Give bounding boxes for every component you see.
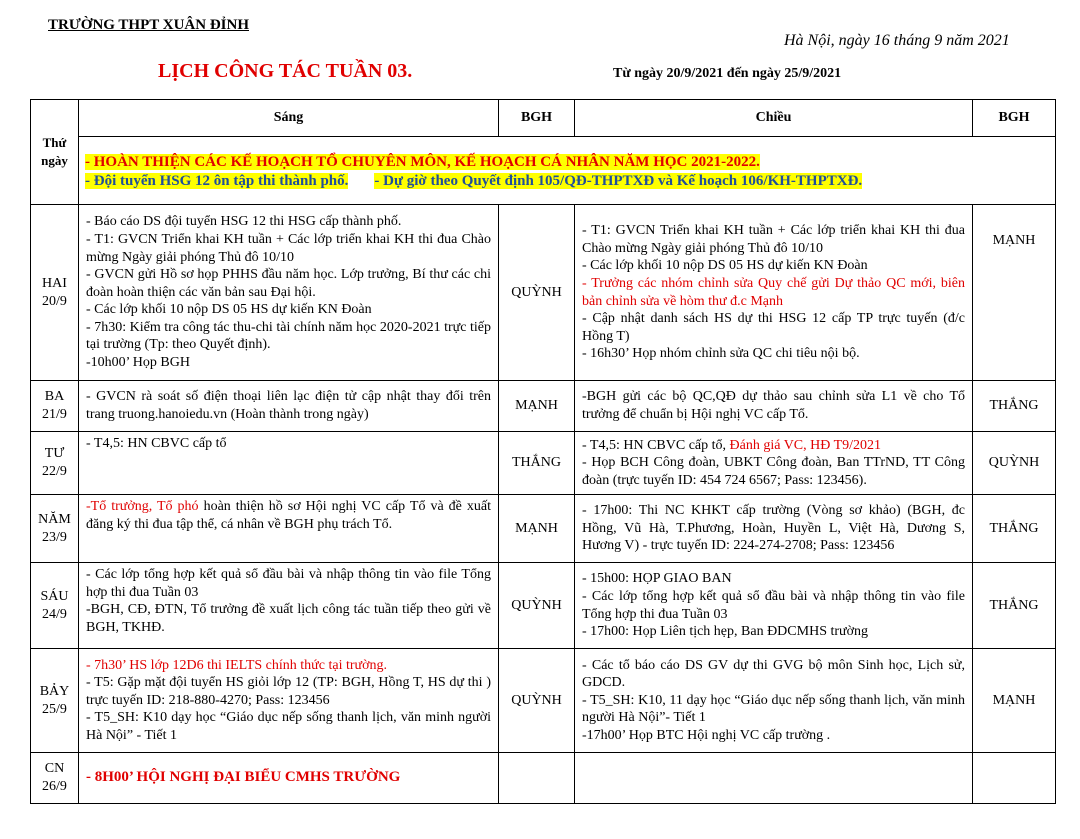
day-cell — [31, 205, 79, 381]
date-range: Từ ngày 20/9/2021 đến ngày 25/9/2021 — [613, 66, 842, 81]
day-name: TƯ — [44, 446, 65, 462]
morning-item: - GVCN gửi Hồ sơ họp PHHS đầu năm học. Lớp trưởng, Bí thư các chi đoàn hoàn thiện các văn bản sau Đại hội. — [86, 267, 491, 300]
day-cell — [31, 432, 79, 495]
day-date: 25/9 — [42, 701, 67, 717]
afternoon-item-text: - T4,5: HN CBVC cấp tổ, — [582, 437, 730, 453]
day-date: 26/9 — [42, 779, 67, 794]
afternoon-item-highlight: Đánh giá VC, HĐ T9/2021 — [729, 437, 882, 453]
day-cell — [31, 649, 79, 753]
morning-item: - T5: Gặp mặt đội tuyển HS giỏi lớp 12 (TP: BGH, Hồng T, HS dự thi ) trực tuyến ID: 218-880-4270; Pass: 123456 — [86, 675, 491, 708]
morning-cell — [79, 649, 499, 753]
morning-item-highlight: - 7h30’ HS lớp 12D6 thi IELTS chính thức tại trường. — [86, 657, 388, 673]
banner-row — [31, 137, 1056, 205]
bgh-morning-cell: QUỲNH — [499, 205, 575, 381]
table-row — [31, 495, 1056, 563]
table-row — [31, 563, 1056, 649]
afternoon-item-highlight: - Trưởng các nhóm chỉnh sửa Quy chế gửi Dự thảo QC mới, biên bản chỉnh sửa về hòm thư đ.c Mạnh — [582, 275, 965, 309]
morning-cell: - 8H00’ HỘI NGHỊ ĐẠI BIỂU CMHS TRƯỜNG — [79, 753, 499, 804]
morning-item-highlight: -Tổ trưởng, Tổ phó — [86, 499, 199, 514]
afternoon-cell — [575, 432, 973, 495]
afternoon-item: - Các lớp khối 10 nộp DS 05 HS dự kiến KN Đoàn — [582, 258, 868, 274]
table-row — [31, 205, 1056, 381]
morning-item: -10h00’ Họp BGH — [86, 355, 190, 371]
afternoon-cell — [575, 563, 973, 649]
col-day-header — [31, 100, 79, 205]
week-banner — [79, 137, 1056, 205]
afternoon-item: - Họp BCH Công đoàn, UBKT Công đoàn, Ban TTrND, TT Công đoàn (trực tuyến ID: 454 724 6567; Pass: 123456). — [582, 455, 965, 488]
afternoon-item: -BGH gửi các bộ QC,QĐ dự thảo sau chỉnh sửa L1 về cho Tổ trưởng để chuẩn bị Hội nghị VC cấp Tổ. — [582, 389, 965, 422]
day-cell — [31, 495, 79, 563]
morning-item: -BGH, CĐ, ĐTN, Tổ trưởng đề xuất lịch công tác tuần tiếp theo gửi về BGH, TKHĐ. — [86, 602, 491, 635]
table-row — [31, 381, 1056, 432]
table-row — [31, 753, 1056, 804]
afternoon-item: - Cập nhật danh sách HS dự thi HSG 12 cấp TP trực tuyến (đ/c Hồng T) — [582, 311, 965, 344]
day-name: HAI — [42, 275, 67, 291]
afternoon-cell — [575, 495, 973, 563]
day-date: 22/9 — [42, 464, 67, 479]
day-date: 24/9 — [42, 606, 67, 622]
day-name: CN — [44, 761, 65, 777]
bgh-morning-cell: MẠNH — [499, 495, 575, 563]
banner-line-2a: - Đội tuyển HSG 12 ôn tập thi thành phố. — [85, 173, 349, 189]
bgh-morning-cell: QUỲNH — [499, 649, 575, 753]
bgh-morning-cell — [499, 753, 575, 804]
day-cell — [31, 381, 79, 432]
day-cell — [31, 753, 79, 804]
morning-item: - Báo cáo DS đội tuyển HSG 12 thi HSG cấp thành phố. — [86, 214, 402, 230]
afternoon-item: - 17h00: Họp Liên tịch hẹp, Ban ĐDCMHS trường — [582, 624, 869, 640]
bgh-afternoon-cell: THẮNG — [973, 563, 1056, 649]
col-afternoon-header: Chiều — [575, 100, 973, 137]
morning-cell — [79, 495, 499, 563]
afternoon-cell — [575, 381, 973, 432]
morning-item: - T4,5: HN CBVC cấp tổ — [86, 436, 227, 451]
afternoon-item — [582, 437, 965, 455]
afternoon-item: - Các lớp tổng hợp kết quả sổ đầu bài và nhập thông tin vào file Tổng hợp thi đua Tuần 03 — [582, 588, 965, 622]
afternoon-item: - 15h00: HỌP GIAO BAN — [582, 571, 732, 587]
day-name: BA — [44, 389, 65, 405]
morning-item: - T5_SH: K10 dạy học “Giáo dục nếp sống thanh lịch, văn minh người Hà Nội” - Tiết 1 — [86, 710, 491, 743]
col-morning-header: Sáng — [79, 100, 499, 137]
bgh-morning-cell: MẠNH — [499, 381, 575, 432]
bgh-afternoon-cell: THẮNG — [973, 381, 1056, 432]
day-name: SÁU — [40, 588, 69, 604]
afternoon-cell — [575, 649, 973, 753]
col-bgh-morning-header: BGH — [499, 100, 575, 137]
morning-cell — [79, 432, 499, 495]
afternoon-item: - T1: GVCN Triển khai KH tuần + Các lớp triển khai KH thi đua Chào mừng Ngày giải phóng Thủ đô 10/10 — [582, 223, 965, 256]
day-cell — [31, 563, 79, 649]
afternoon-item: - Các tổ báo cáo DS GV dự thi GVG bộ môn Sinh học, Lịch sử, GDCD. — [582, 657, 965, 691]
morning-item: - T1: GVCN Triển khai KH tuần + Các lớp triển khai KH thi đua Chào mừng Ngày giải phóng Thủ đô 10/10 — [86, 231, 491, 265]
header-row — [31, 100, 1056, 137]
afternoon-item: -17h00’ Họp BTC Hội nghị VC cấp trường . — [582, 727, 831, 743]
bgh-afternoon-cell: QUỲNH — [973, 432, 1056, 495]
schedule-table — [30, 99, 1056, 804]
table-row — [31, 649, 1056, 753]
school-name: TRƯỜNG THPT XUÂN ĐỈNH — [48, 17, 249, 33]
morning-cell — [79, 205, 499, 381]
morning-cell — [79, 563, 499, 649]
bgh-afternoon-cell: MẠNH — [973, 205, 1056, 381]
day-date: 21/9 — [42, 407, 67, 422]
banner-line-1: - HOÀN THIỆN CÁC KẾ HOẠCH TỔ CHUYÊN MÔN, KẾ HOẠCH CÁ NHÂN NĂM HỌC 2021-2022. — [85, 154, 760, 170]
afternoon-item: - T5_SH: K10, 11 dạy học “Giáo dục nếp sống thanh lịch, văn minh người Hà Nội”- Tiết 1 — [582, 692, 965, 726]
afternoon-item: - 16h30’ Họp nhóm chỉnh sửa QC chi tiêu nội bộ. — [582, 346, 860, 362]
bgh-afternoon-cell: MẠNH — [973, 649, 1056, 753]
banner-line-2b: - Dự giờ theo Quyết định 105/QĐ-THPTXĐ và Kế hoạch 106/KH-THPTXĐ. — [374, 173, 863, 189]
issue-date: Hà Nội, ngày 16 tháng 9 năm 2021 — [784, 32, 1010, 49]
col-bgh-afternoon-header: BGH — [973, 100, 1056, 137]
bgh-afternoon-cell: THẮNG — [973, 495, 1056, 563]
bgh-morning-cell: QUỲNH — [499, 563, 575, 649]
col-day-label: Thứ ngày — [41, 135, 68, 168]
bgh-afternoon-cell — [973, 753, 1056, 804]
morning-item: - Các lớp khối 10 nộp DS 05 HS dự kiến KN Đoàn — [86, 302, 372, 318]
table-row — [31, 432, 1056, 495]
morning-item: - 7h30: Kiểm tra công tác thu-chi tài chính năm học 2020-2021 trực tiếp tại trường (Tp: theo Quyết định). — [86, 319, 491, 353]
morning-cell — [79, 381, 499, 432]
morning-item: hoàn thiện hồ sơ Hội nghị VC cấp Tổ và đề xuất đăng ký thi đua tập thể, cá nhân về BGH phụ trách Tổ. — [86, 499, 491, 532]
day-name: NĂM — [38, 511, 71, 527]
document-title: LỊCH CÔNG TÁC TUẦN 03. — [158, 60, 413, 82]
morning-item: - GVCN rà soát số điện thoại liên lạc điện tử cập nhật thay đổi trên trang truong.hanoiedu.vn (Hoàn thành trong ngày) — [86, 389, 491, 422]
afternoon-item: - 17h00: Thi NC KHKT cấp trường (Vòng sơ khảo) (BGH, đc Hồng, Vũ Hà, T.Phương, Hoàn, Huyền L, Việt Hà, Dương S, Hương V) - trực tuyến ID: 224-274-2708; Pass: 123456 — [582, 503, 965, 554]
bgh-morning-cell: THẮNG — [499, 432, 575, 495]
afternoon-cell — [575, 753, 973, 804]
day-date: 23/9 — [42, 529, 67, 545]
day-name: BẢY — [39, 683, 70, 699]
afternoon-cell — [575, 205, 973, 381]
day-date: 20/9 — [42, 293, 67, 309]
morning-item: - Các lớp tổng hợp kết quả sổ đầu bài và nhập thông tin vào file Tổng hợp thi đua Tuần 03 — [86, 567, 491, 600]
